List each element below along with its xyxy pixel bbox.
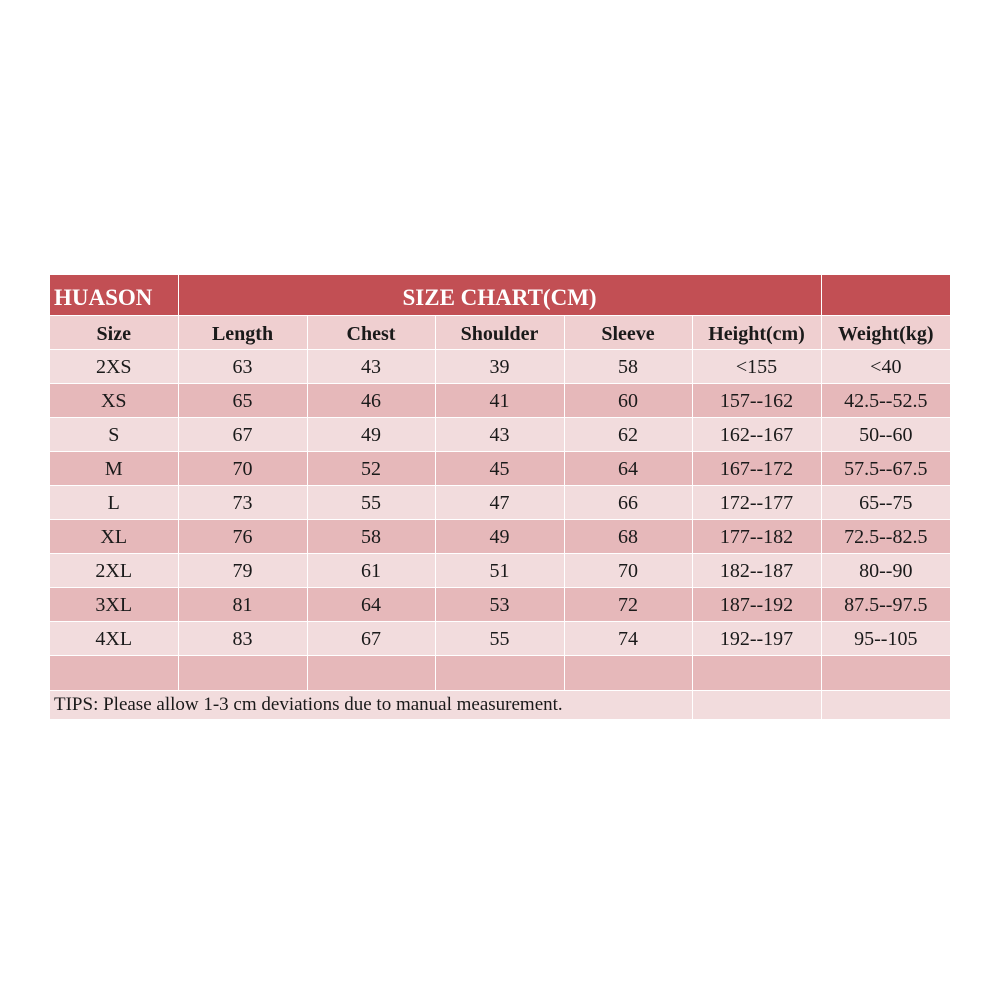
table-cell: 74 — [564, 621, 692, 655]
table-cell: 52 — [307, 451, 435, 485]
table-cell: XL — [50, 519, 178, 553]
table-cell: 70 — [564, 553, 692, 587]
table-cell: 80--90 — [821, 553, 950, 587]
table-cell: 55 — [307, 485, 435, 519]
table-cell: 192--197 — [692, 621, 821, 655]
table-row — [50, 553, 950, 587]
empty-cell — [564, 655, 692, 690]
column-header: Chest — [307, 315, 435, 349]
table-cell: 182--187 — [692, 553, 821, 587]
empty-cell — [50, 655, 178, 690]
table-cell: <40 — [821, 349, 950, 383]
empty-cell — [821, 690, 950, 719]
table-row — [50, 519, 950, 553]
empty-cell — [307, 655, 435, 690]
column-header: Height(cm) — [692, 315, 821, 349]
empty-cell — [178, 655, 307, 690]
empty-row — [50, 655, 950, 690]
table-cell: 47 — [435, 485, 564, 519]
size-chart-table — [50, 275, 950, 720]
table-cell: <155 — [692, 349, 821, 383]
table-cell: 87.5--97.5 — [821, 587, 950, 621]
table-cell: 62 — [564, 417, 692, 451]
title-empty-cell — [821, 275, 950, 315]
column-header: Shoulder — [435, 315, 564, 349]
column-header: Length — [178, 315, 307, 349]
tips-text: TIPS: Please allow 1-3 cm deviations due to manual measurement. — [50, 690, 692, 719]
table-cell: 58 — [564, 349, 692, 383]
table-cell: 43 — [435, 417, 564, 451]
table-cell: 43 — [307, 349, 435, 383]
table-cell: XS — [50, 383, 178, 417]
table-cell: 67 — [307, 621, 435, 655]
table-cell: S — [50, 417, 178, 451]
table-row — [50, 621, 950, 655]
table-cell: 73 — [178, 485, 307, 519]
table-cell: 68 — [564, 519, 692, 553]
table-cell: 66 — [564, 485, 692, 519]
table-cell: 61 — [307, 553, 435, 587]
table-cell: 79 — [178, 553, 307, 587]
table-cell: 55 — [435, 621, 564, 655]
table-cell: 167--172 — [692, 451, 821, 485]
table-cell: 81 — [178, 587, 307, 621]
table-cell: 39 — [435, 349, 564, 383]
title-row — [50, 275, 950, 315]
table-cell: 57.5--67.5 — [821, 451, 950, 485]
empty-cell — [692, 655, 821, 690]
table-cell: 64 — [307, 587, 435, 621]
empty-cell — [692, 690, 821, 719]
table-cell: 72 — [564, 587, 692, 621]
table-row — [50, 417, 950, 451]
table-row — [50, 383, 950, 417]
table-cell: 2XS — [50, 349, 178, 383]
table-cell: 67 — [178, 417, 307, 451]
chart-title: SIZE CHART(CM) — [178, 275, 821, 315]
table-cell: 177--182 — [692, 519, 821, 553]
table-cell: 53 — [435, 587, 564, 621]
table-cell: 63 — [178, 349, 307, 383]
header-row — [50, 315, 950, 349]
table-cell: M — [50, 451, 178, 485]
table-cell: 45 — [435, 451, 564, 485]
table-cell: 3XL — [50, 587, 178, 621]
table-cell: 4XL — [50, 621, 178, 655]
table-cell: 70 — [178, 451, 307, 485]
table-cell: 42.5--52.5 — [821, 383, 950, 417]
table-cell: 157--162 — [692, 383, 821, 417]
table-cell: 72.5--82.5 — [821, 519, 950, 553]
table-cell: 162--167 — [692, 417, 821, 451]
table-cell: 172--177 — [692, 485, 821, 519]
table-cell: 60 — [564, 383, 692, 417]
table-cell: 58 — [307, 519, 435, 553]
column-header: Size — [50, 315, 178, 349]
table-cell: 76 — [178, 519, 307, 553]
table-cell: 49 — [435, 519, 564, 553]
table-cell: L — [50, 485, 178, 519]
brand-label: HUASON — [50, 275, 178, 315]
table-cell: 50--60 — [821, 417, 950, 451]
table-cell: 83 — [178, 621, 307, 655]
column-header: Weight(kg) — [821, 315, 950, 349]
table-cell: 46 — [307, 383, 435, 417]
table-cell: 2XL — [50, 553, 178, 587]
column-header: Sleeve — [564, 315, 692, 349]
table-row — [50, 485, 950, 519]
table-cell: 187--192 — [692, 587, 821, 621]
table-cell: 41 — [435, 383, 564, 417]
table-cell: 65--75 — [821, 485, 950, 519]
table-cell: 49 — [307, 417, 435, 451]
table-cell: 64 — [564, 451, 692, 485]
table-row — [50, 451, 950, 485]
empty-cell — [821, 655, 950, 690]
table-cell: 95--105 — [821, 621, 950, 655]
table-row — [50, 587, 950, 621]
tips-row — [50, 690, 950, 719]
empty-cell — [435, 655, 564, 690]
table-cell: 65 — [178, 383, 307, 417]
table-row — [50, 349, 950, 383]
table-cell: 51 — [435, 553, 564, 587]
